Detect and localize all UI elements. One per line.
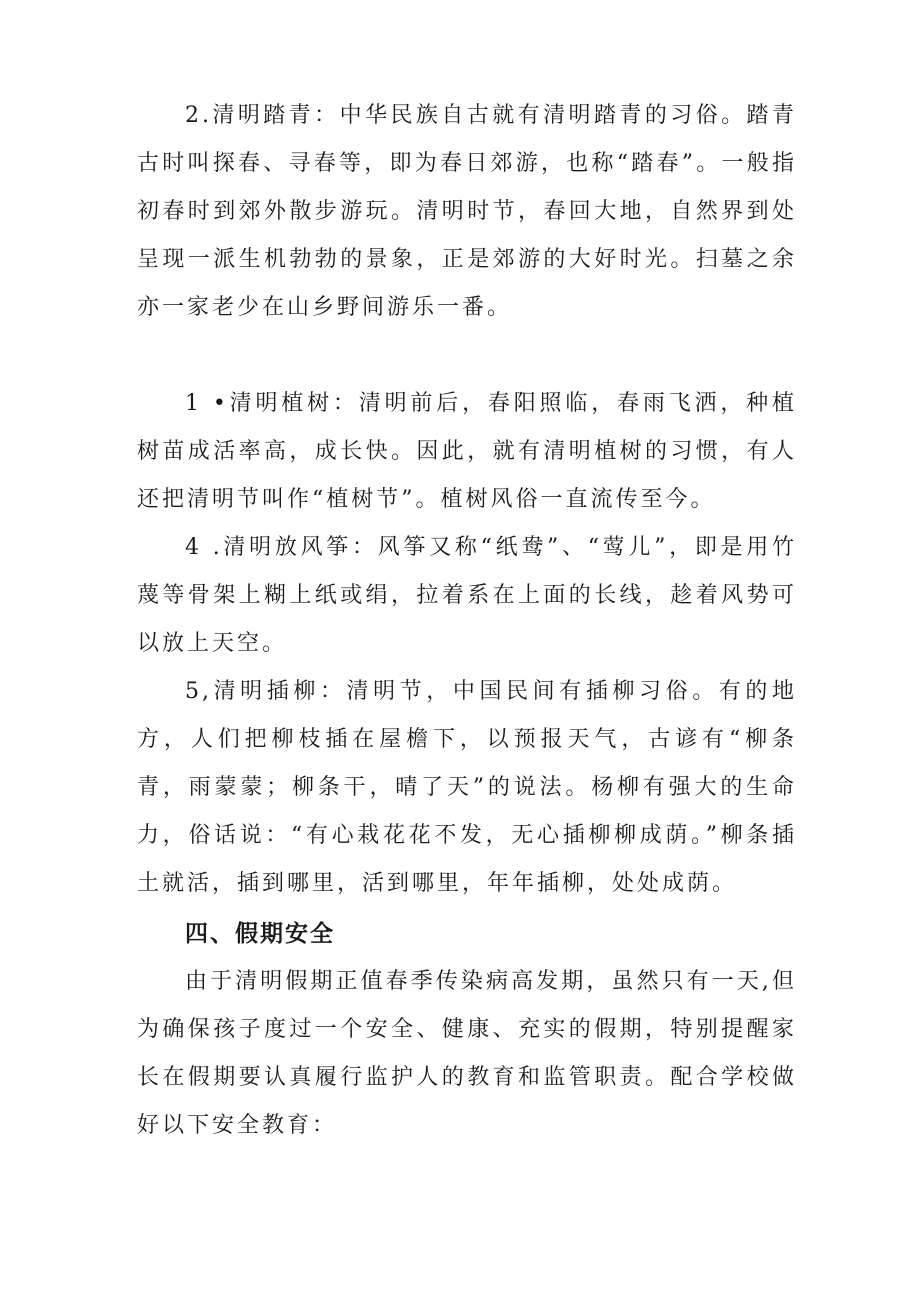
paragraph-qingming-taqing: 2.清明踏青：中华民族自古就有清明踏青的习俗。踏青古时叫探春、寻春等，即为春日郊游，也称“踏春”。一般指初春时到郊外散步游玩。清明时节，春回大地，自然界到处呈现一派生机勃勃的景象，正是郊游的大好时光。扫墓之余亦一家老少在山乡野间游乐一番。	[137, 103, 797, 320]
paragraph-qingming-zhishu: 1 •清明植树：清明前后，春阳照临，春雨飞洒，种植树苗成活率高，成长快。因此，就有清明植树的习惯，有人还把清明节叫作“植树节”。植树风俗一直流传至今。	[137, 391, 797, 512]
paragraph-qingming-fengzheng: 4 .清明放风筝：风筝又称“纸鸯”、“莺儿”，即是用竹蔑等骨架上糊上纸或绢，拉着系在上面的长线，趁着风势可以放上天空。	[137, 535, 797, 656]
paragraph-qingming-chaliu: 5,清明插柳：清明节，中国民间有插柳习俗。有的地方，人们把柳枝插在屋檐下，以预报天气，古谚有“柳条青，雨蒙蒙；柳条干，晴了天”的说法。杨柳有强大的生命力，俗话说：“有心栽花花不发，无心插柳柳成荫。”柳条插土就活，插到哪里，活到哪里，年年插柳，处处成荫。	[137, 679, 797, 896]
section-heading-holiday-safety: 四、假期安全	[185, 921, 335, 947]
paragraph-safety-intro: 由于清明假期正值春季传染病高发期，虽然只有一天,但为确保孩子度过一个安全、健康、充实的假期，特别提醒家长在假期要认真履行监护人的教育和监管职责。配合学校做好以下安全教育：	[137, 969, 797, 1138]
